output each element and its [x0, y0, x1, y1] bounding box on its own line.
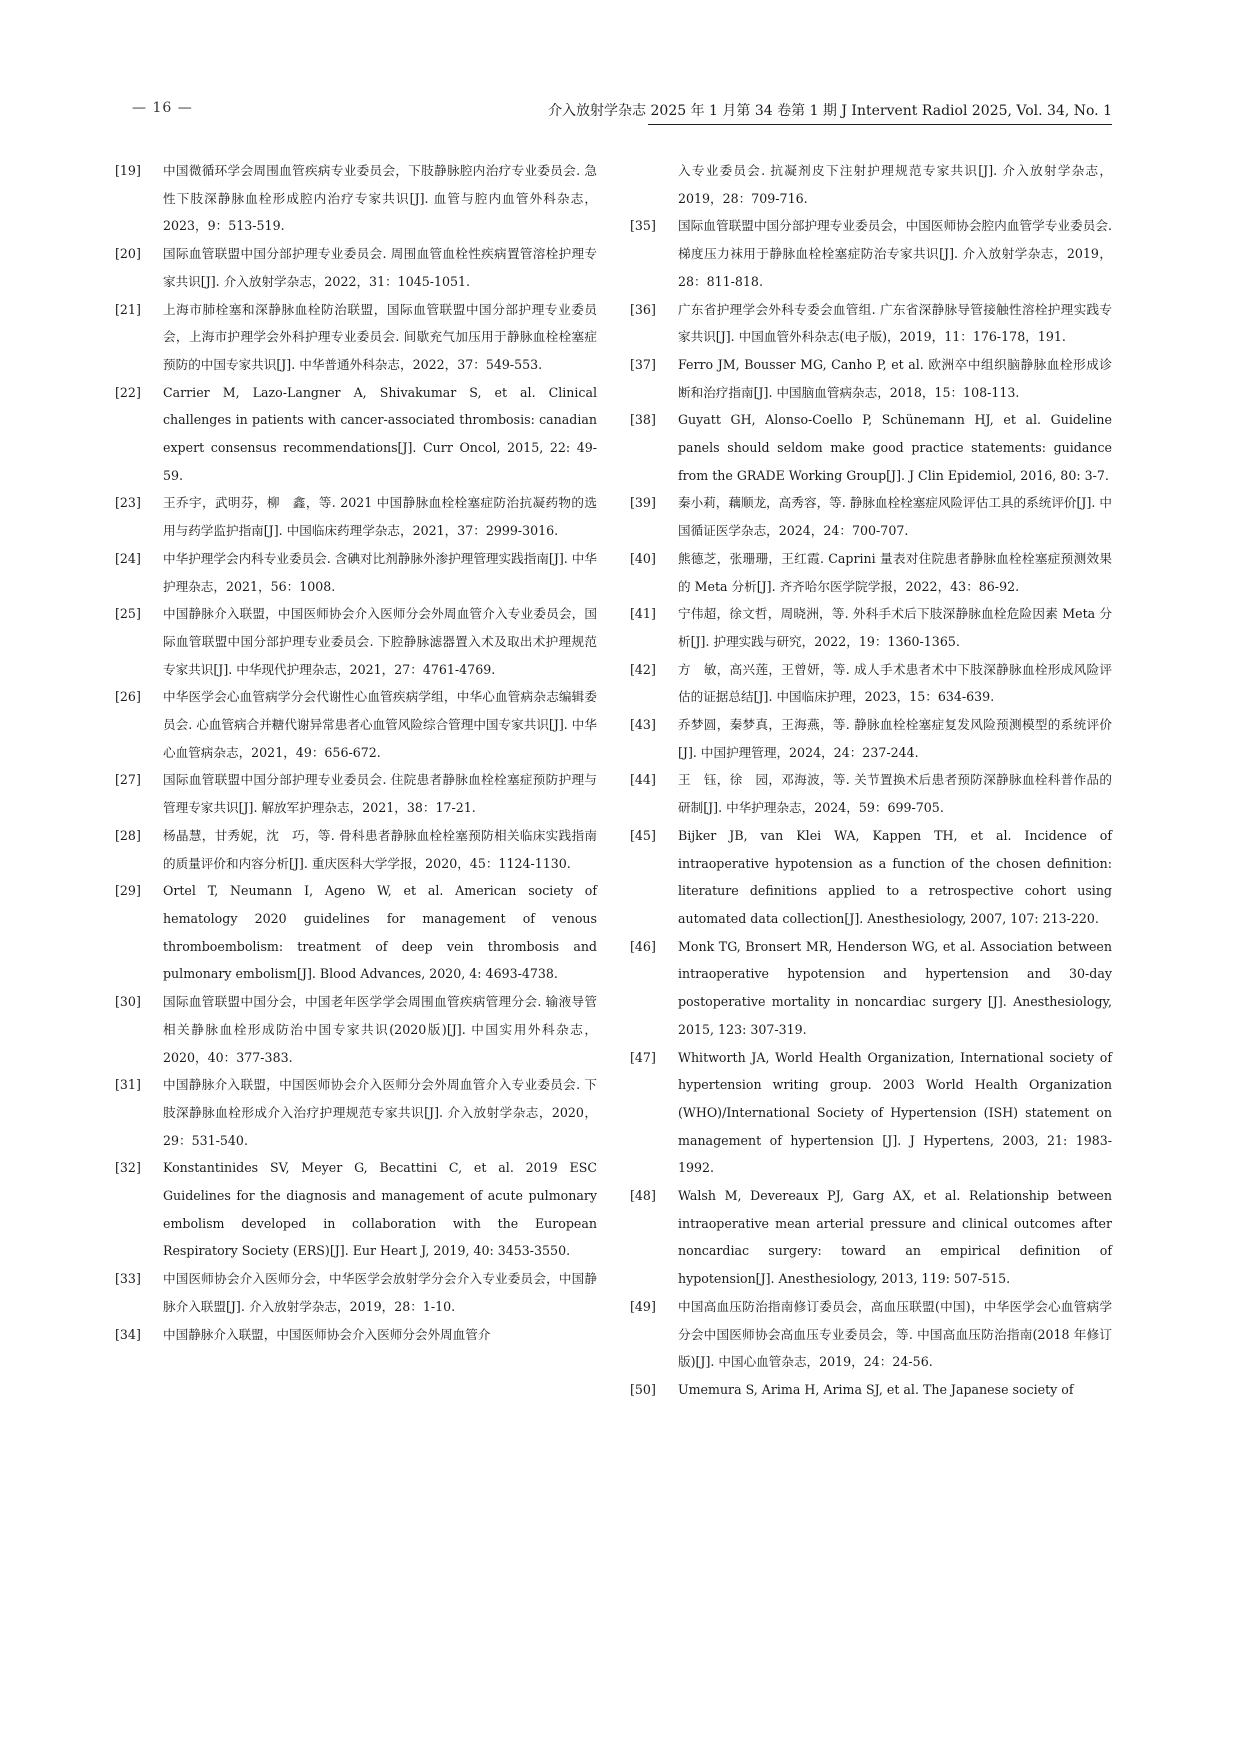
reference-text: 熊德芝，张珊珊，王红霞. Caprini 量表对住院患者静脉血栓栓塞症预测效果的 Meta 分析[J]. 齐齐哈尔医学院学报，2022，43：86-92. — [678, 550, 1112, 594]
reference-item — [630, 766, 1112, 821]
reference-text: Walsh M, Devereaux PJ, Garg AX, et al. Relationship between intraoperative mean arterial pressure and clinical outcomes after noncardiac surgery: toward an empirical definition of hypotension[J]. Anesthesiology, 2013, 119: 507-515. — [678, 1188, 1112, 1287]
reference-number: [44] — [630, 772, 656, 788]
reference-number: [30] — [115, 994, 141, 1010]
reference-item — [115, 683, 597, 766]
reference-item — [115, 489, 597, 544]
reference-item — [115, 1265, 597, 1320]
reference-number: [49] — [630, 1298, 656, 1314]
reference-number: [19] — [115, 163, 141, 178]
reference-item — [115, 600, 597, 683]
reference-number: [25] — [115, 606, 141, 622]
references-left-column — [115, 157, 597, 1348]
reference-text: 中华医学会心血管病学分会代谢性心血管疾病学组，中华心血管病杂志编辑委员会. 心血管病合并糖代谢异常患者心血管风险综合管理中国专家共识[J]. 中华心血管病杂志，2021，49：656-672. — [163, 689, 597, 760]
reference-number: [29] — [115, 883, 141, 899]
reference-item — [630, 489, 1112, 544]
reference-item — [115, 1321, 597, 1349]
reference-number: [24] — [115, 550, 141, 566]
reference-number: [46] — [630, 938, 656, 954]
reference-item — [115, 877, 597, 988]
reference-item — [630, 822, 1112, 933]
reference-text: Monk TG, Bronsert MR, Henderson WG, et al. Association between intraoperative hypotension and hypertension and 30-day postoperative mortality in noncardiac surgery [J]. Anesthesiology, 2015, 123: 307-319. — [678, 938, 1112, 1037]
reference-text: Umemura S, Arima H, Arima SJ, et al. The Japanese society of — [678, 1381, 1074, 1397]
reference-item — [115, 296, 597, 379]
reference-item — [630, 1376, 1112, 1404]
reference-item — [115, 545, 597, 600]
reference-number: [21] — [115, 301, 141, 317]
reference-number: [39] — [630, 495, 656, 511]
reference-item — [115, 822, 597, 877]
reference-text: 宁伟超，徐文哲，周晓洲，等. 外科手术后下肢深静脉血栓危险因素 Meta 分析[J]. 护理实践与研究，2022，19：1360-1365. — [678, 606, 1112, 649]
reference-number: [32] — [115, 1160, 141, 1176]
reference-item — [630, 296, 1112, 351]
reference-number: [22] — [115, 384, 141, 400]
reference-item — [115, 157, 597, 240]
reference-text: 国际血管联盟中国分部护理专业委员会. 周围血管血栓性疾病置管溶栓护理专家共识[J]. 介入放射学杂志，2022，31：1045-1051. — [163, 246, 597, 289]
reference-text: 国际血管联盟中国分部护理专业委员会. 住院患者静脉血栓栓塞症预防护理与管理专家共识[J]. 解放军护理杂志，2021，38：17-21. — [163, 772, 597, 816]
reference-text: 王乔宇，武明芬，柳 鑫，等. 2021 中国静脉血栓栓塞症防治抗凝药物的选用与药学监护指南[J]. 中国临床药理学杂志，2021，37：2999-3016. — [163, 495, 597, 539]
reference-text: Konstantinides SV, Meyer G, Becattini C, et al. 2019 ESC Guidelines for the diagnosis and management of acute pulmonary embolism developed in collaboration with the European Respiratory Society (ERS)[J]. Eur Heart J, 2019, 40: 3453-3550. — [163, 1160, 597, 1259]
reference-text: 中华护理学会内科专业委员会. 含碘对比剂静脉外渗护理管理实践指南[J]. 中华护理杂志，2021，56：1008. — [163, 550, 597, 594]
reference-number: [20] — [115, 246, 141, 262]
reference-number: [31] — [115, 1077, 141, 1093]
reference-item — [115, 988, 597, 1071]
reference-number: [38] — [630, 412, 656, 428]
reference-text: 杨晶慧，甘秀妮，沈 巧，等. 骨科患者静脉血栓栓塞预防相关临床实践指南的质量评价和内容分析[J]. 重庆医科大学学报，2020，45：1124-1130. — [163, 827, 597, 871]
reference-number: [36] — [630, 301, 656, 317]
reference-number: [37] — [630, 356, 656, 372]
reference-item — [630, 406, 1112, 489]
reference-item — [630, 711, 1112, 766]
reference-number: [45] — [630, 827, 656, 843]
reference-text: 广东省护理学会外科专委会血管组. 广东省深静脉导管接触性溶栓护理实践专家共识[J]. 中国血管外科杂志(电子版)，2019，11：176-178，191. — [678, 301, 1112, 345]
running-header — [132, 100, 1112, 128]
reference-text: Carrier M, Lazo-Langner A, Shivakumar S, et al. Clinical challenges in patients with cancer-associated thrombosis: canadian expert consensus recommendations[J]. Curr Oncol, 2015, 22: 49-59. — [163, 384, 597, 483]
reference-text: 中国高血压防治指南修订委员会，高血压联盟(中国)，中华医学会心血管病学分会中国医师协会高血压专业委员会，等. 中国高血压防治指南(2018 年修订版)[J]. 中国心血管杂志，2019，24：24-56. — [678, 1298, 1112, 1370]
reference-number: [28] — [115, 827, 141, 843]
reference-text: 中国医师协会介入医师分会，中华医学会放射学分会介入专业委员会，中国静脉介入联盟[J]. 介入放射学杂志，2019，28：1-10. — [163, 1271, 597, 1314]
journal-citation: 介入放射学杂志 2025 年 1 月第 34 卷第 1 期 J Intervent Radiol 2025, Vol. 34, No. 1 — [548, 103, 1112, 119]
reference-item — [115, 1154, 597, 1265]
reference-number: [50] — [630, 1381, 656, 1397]
reference-text: 国际血管联盟中国分会，中国老年医学学会周围血管疾病管理分会. 输液导管相关静脉血栓形成防治中国专家共识(2020版)[J]. 中国实用外科杂志，2020，40：377-383. — [163, 994, 597, 1065]
reference-number: [34] — [115, 1326, 141, 1342]
reference-item — [630, 600, 1112, 655]
reference-text: Bijker JB, van Klei WA, Kappen TH, et al. Incidence of intraoperative hypotension as a function of the chosen definition: literature definitions applied to a retrospective cohort using automated data collection[J]. Anesthesiology, 2007, 107: 213-220. — [678, 827, 1112, 926]
reference-number: [41] — [630, 606, 656, 622]
reference-item — [630, 656, 1112, 711]
reference-item — [630, 545, 1112, 600]
reference-number: [23] — [115, 495, 141, 511]
reference-number: [27] — [115, 772, 141, 788]
page-number: — 16 — — [132, 100, 193, 116]
reference-text: Guyatt GH, Alonso-Coello P, Schünemann HJ, et al. Guideline panels should seldom make good practice statements: guidance from the GRADE Working Group[J]. J Clin Epidemiol, 2016, 80: 3-7. — [678, 412, 1112, 483]
header-rule — [648, 124, 1112, 125]
reference-item — [630, 351, 1112, 406]
reference-text: 上海市肺栓塞和深静脉血栓防治联盟，国际血管联盟中国分部护理专业委员会，上海市护理学会外科护理专业委员会. 间歇充气加压用于静脉血栓栓塞症预防的中国专家共识[J]. 中华普通外科杂志，2022，37：549-553. — [163, 301, 597, 372]
reference-text: 中国静脉介入联盟，中国医师协会介入医师分会外周血管介 — [163, 1326, 491, 1342]
reference-item — [630, 1182, 1112, 1293]
reference-number: [35] — [630, 218, 656, 234]
reference-item — [630, 212, 1112, 295]
reference-item — [115, 1071, 597, 1154]
references-right-column — [630, 157, 1112, 1404]
reference-text: 乔梦圆，秦梦真，王海燕，等. 静脉血栓栓塞症复发风险预测模型的系统评价[J]. 中国护理管理，2024，24：237-244. — [678, 717, 1112, 760]
reference-number: [33] — [115, 1271, 141, 1287]
reference-number: [40] — [630, 550, 656, 566]
reference-number: [43] — [630, 717, 656, 733]
reference-text: 中国静脉介入联盟，中国医师协会介入医师分会外周血管介入专业委员会. 下肢深静脉血栓形成介入治疗护理规范专家共识[J]. 介入放射学杂志，2020，29：531-540. — [163, 1077, 597, 1148]
reference-continuation: 入专业委员会. 抗凝剂皮下注射护理规范专家共识[J]. 介入放射学杂志，2019，28：709-716. — [678, 163, 1112, 206]
reference-text: 秦小莉，藕顺龙，高秀容，等. 静脉血栓栓塞症风险评估工具的系统评价[J]. 中国循证医学杂志，2024，24：700-707. — [678, 495, 1112, 539]
reference-item — [115, 240, 597, 295]
reference-text: Ferro JM, Bousser MG, Canho P, et al. 欧洲卒中组织脑静脉血栓形成诊断和治疗指南[J]. 中国脑血管病杂志，2018，15：108-113. — [678, 356, 1112, 400]
reference-text: 中国微循环学会周围血管疾病专业委员会，下肢静脉腔内治疗专业委员会. 急性下肢深静脉血栓形成腔内治疗专家共识[J]. 血管与腔内血管外科杂志，2023，9：513-519. — [163, 163, 597, 234]
reference-number: [48] — [630, 1188, 656, 1204]
reference-item — [630, 933, 1112, 1044]
reference-text: 国际血管联盟中国分部护理专业委员会，中国医师协会腔内血管学专业委员会. 梯度压力袜用于静脉血栓栓塞症防治专家共识[J]. 介入放射学杂志，2019，28：811-818. — [678, 218, 1112, 289]
reference-item — [630, 1293, 1112, 1376]
reference-text: 王 钰，徐 园，邓海波，等. 关节置换术后患者预防深静脉血栓科普作品的研制[J]. 中华护理杂志，2024，59：699-705. — [678, 772, 1112, 816]
reference-item — [630, 1044, 1112, 1183]
reference-text: Ortel T, Neumann I, Ageno W, et al. American society of hematology 2020 guidelines for management of venous thromboembolism: treatment of deep vein thrombosis and pulmonary embolism[J]. Blood Advances, 2020, 4: 4693-4738. — [163, 883, 597, 982]
reference-number: [47] — [630, 1049, 656, 1065]
reference-text: Whitworth JA, World Health Organization, International society of hypertension writing group. 2003 World Health Organization (WHO)/International Society of Hypertension (ISH) statement on management of hypertension [J]. J Hypertens, 2003, 21: 1983-1992. — [678, 1049, 1112, 1176]
reference-text: 方 敏，高兴莲，王曾妍，等. 成人手术患者术中下肢深静脉血栓形成风险评估的证据总结[J]. 中国临床护理，2023，15：634-639. — [678, 661, 1112, 705]
reference-item — [115, 379, 597, 490]
reference-number: [42] — [630, 661, 656, 677]
reference-number: [26] — [115, 689, 141, 705]
reference-text: 中国静脉介入联盟，中国医师协会介入医师分会外周血管介入专业委员会，国际血管联盟中国分部护理专业委员会. 下腔静脉滤器置入术及取出术护理规范专家共识[J]. 中华现代护理杂志，2021，27：4761-4769. — [163, 606, 597, 677]
reference-item — [115, 766, 597, 821]
